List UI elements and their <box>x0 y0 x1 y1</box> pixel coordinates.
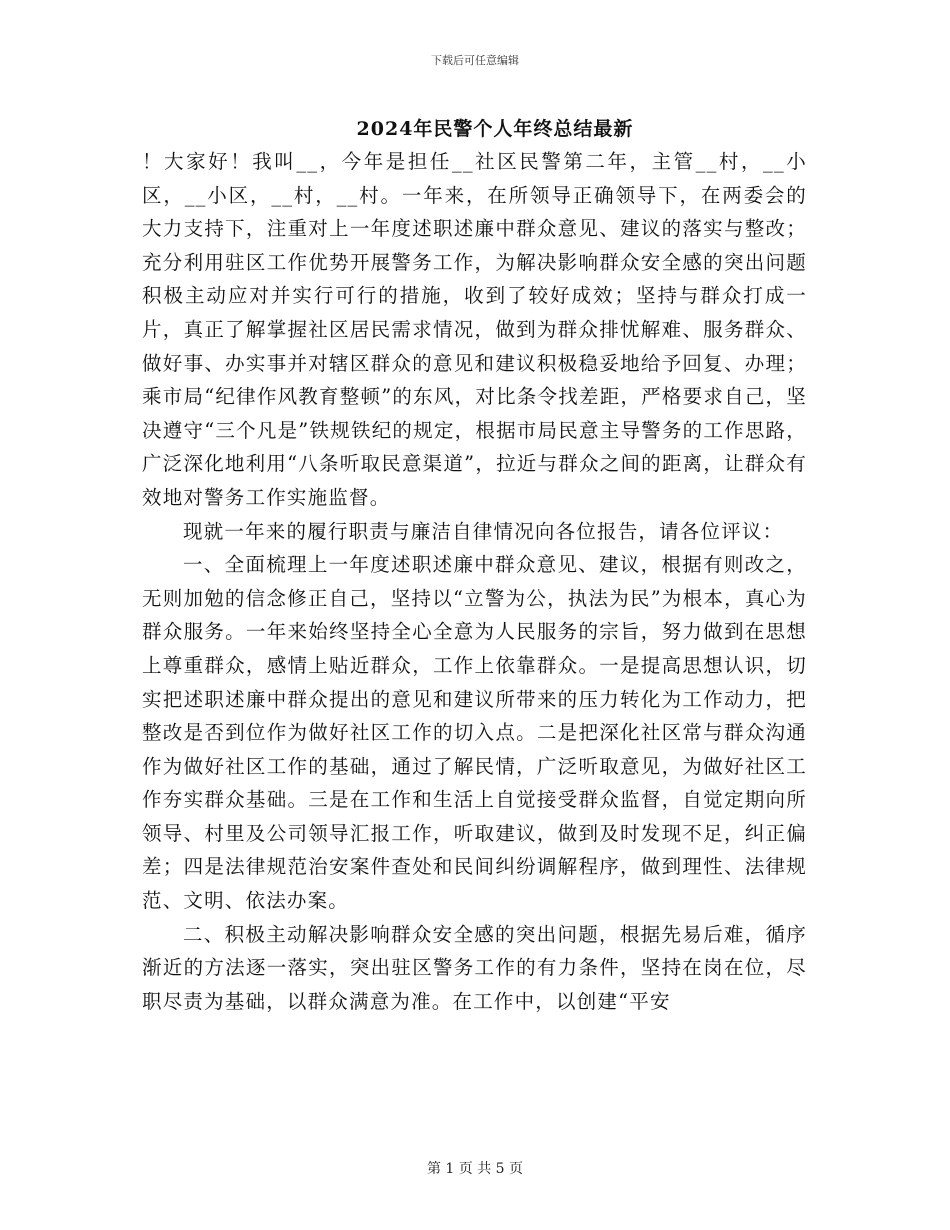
paragraph-section-one: 一、全面梳理上一年度述职述廉中群众意见、建议，根据有则改之，无则加勉的信念修正自己，坚持以“立警为公，执法为民”为根本，真心为群众服务。一年来始终坚持全心全意为人民服务的宗旨，努力做到在思想上尊重群众，感情上贴近群众，工作上依靠群众。一是提高思想认识，切实把述职述廉中群众提出的意见和建议所带来的压力转化为工作动力，把整改是否到位作为做好社区工作的切入点。二是把深化社区常与群众沟通作为做好社区工作的基础，通过了解民情，广泛听取意见，为做好社区工作夯实群众基础。三是在工作和生活上自觉接受群众监督，自觉定期向所领导、村里及公司领导汇报工作，听取建议，做到及时发现不足，纠正偏差；四是法律规范治安案件查处和民间纠纷调解程序，做到理性、法律规范、文明、依法办案。 <box>142 553 807 913</box>
paragraph-intro: ！大家好！我叫__，今年是担任__社区民警第二年，主管__村，__小区，__小区，__村，__村。一年来，在所领导正确领导下，在两委会的大力支持下，注重对上一年度述职述廉中群众意见、建议的落实与整改；充分利用驻区工作优势开展警务工作，为解决影响群众安全感的突出问题积极主动应对并实行可行的措施，收到了较好成效；坚持与群众打成一片，真正了解掌握社区居民需求情况，做到为群众排忧解难、服务群众、做好事、办实事并对辖区群众的意见和建议积极稳妥地给予回复、办理；乘市局“纪律作风教育整顿”的东风，对比条令找差距，严格要求自己，坚决遵守“三个凡是”铁规铁纪的规定，根据市局民意主导警务的工作思路，广泛深化地利用“八条听取民意渠道”，拉近与群众之间的距离，让群众有效地对警务工作实施监督。 <box>142 150 807 509</box>
paragraph-report: 现就一年来的履行职责与廉洁自律情况向各位报告，请各位评议： <box>183 519 784 543</box>
page-number: 第 1 页 共 5 页 <box>426 1161 524 1177</box>
document-body <box>142 145 807 1018</box>
paragraph-section-two: 二、积极主动解决影响群众安全感的突出问题，根据先易后难，循序渐近的方法逐一落实，突出驻区警务工作的有力条件，坚持在岗在位，尽职尽责为基础，以群众满意为准。在工作中，以创建“平安 <box>142 922 807 1013</box>
document-title: 2024年民警个人年终总结最新 <box>356 118 634 140</box>
header-note: 下载后可任意编辑 <box>431 54 519 67</box>
